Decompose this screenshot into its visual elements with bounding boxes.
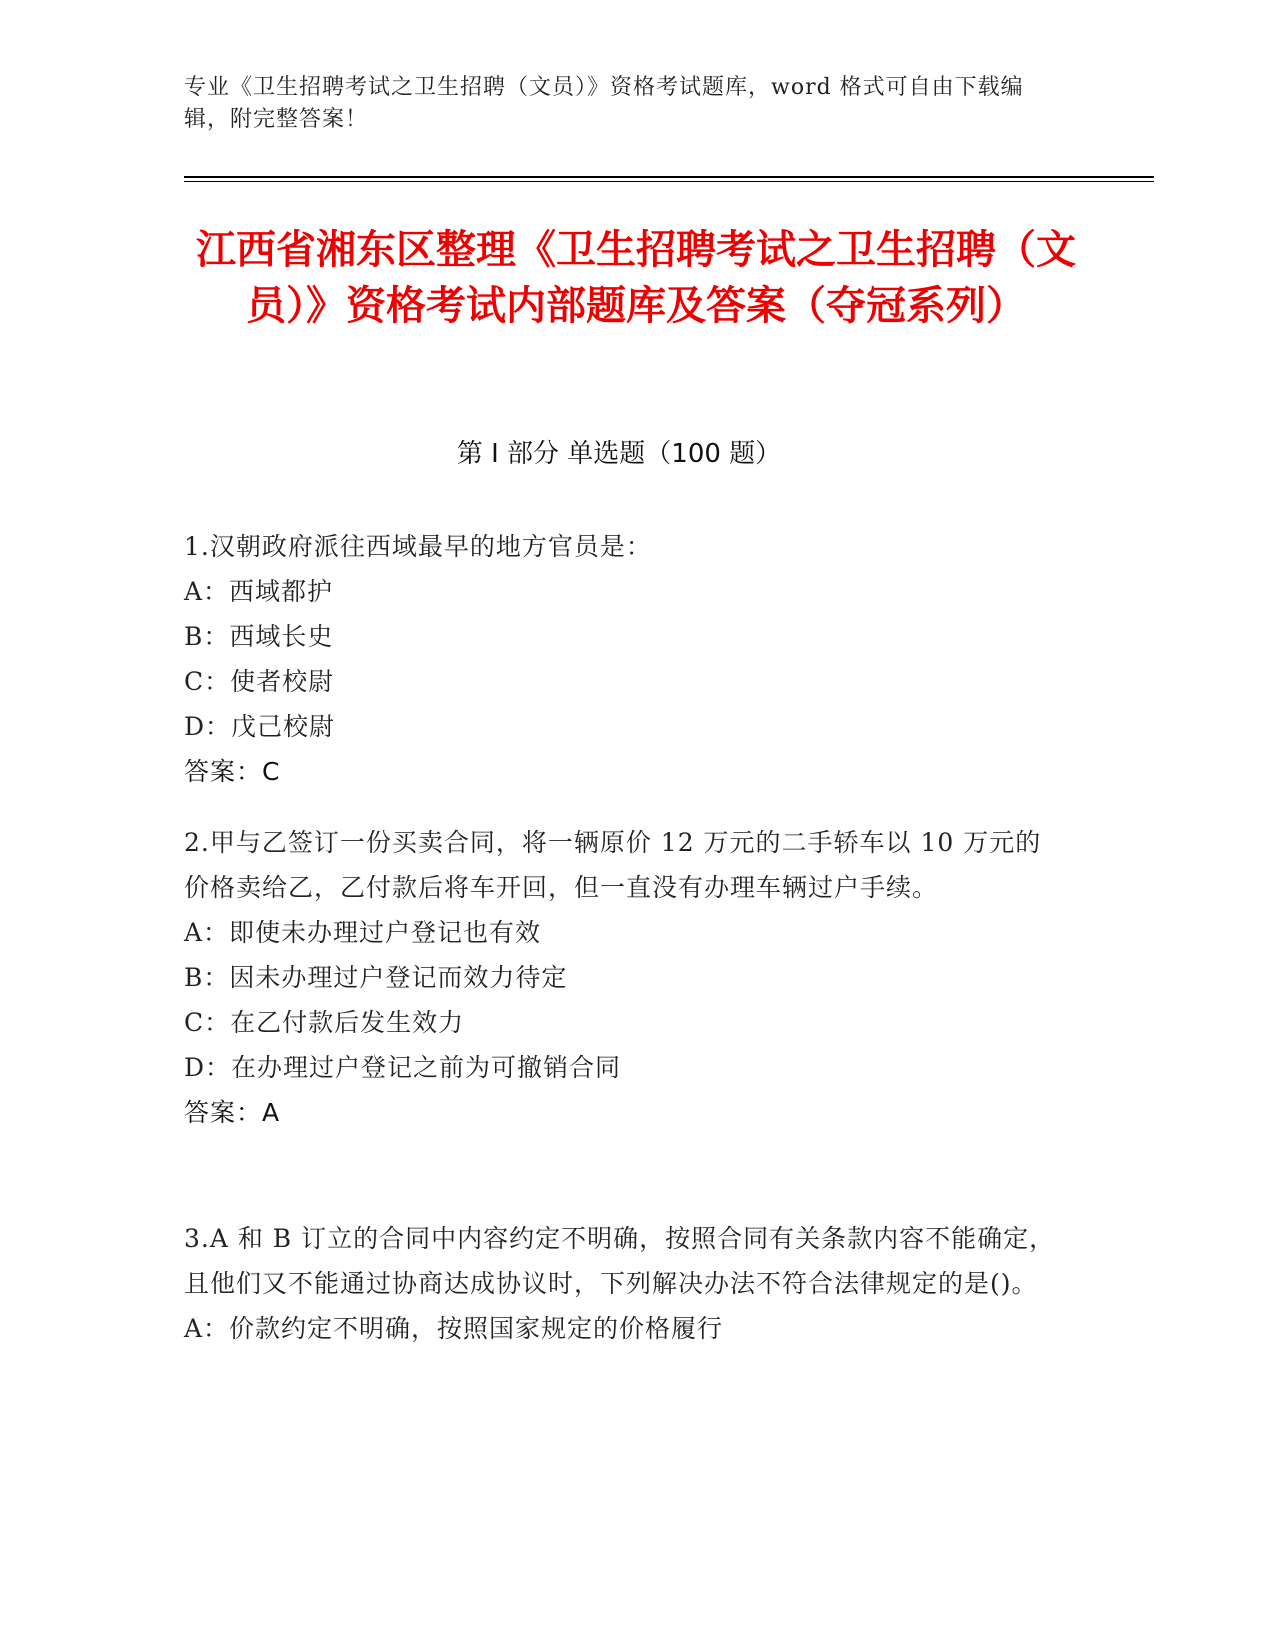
- question-1: [184, 524, 1064, 794]
- option-d: D：戊己校尉: [184, 712, 336, 741]
- header-divider-thick: [184, 176, 1154, 178]
- header-divider-thin: [184, 181, 1154, 182]
- header-note: 专业《卫生招聘考试之卫生招聘（文员）》资格考试题库，word 格式可自由下载编辑，附完整答案！: [184, 75, 1024, 132]
- answer: 答案：C: [184, 757, 281, 786]
- option-b: B：西域长史: [184, 622, 334, 651]
- option-a: A：即使未办理过户登记也有效: [184, 918, 542, 947]
- section-heading: 第 I 部分 单选题（100 题）: [456, 439, 782, 469]
- question-stem: 1.汉朝政府派往西域最早的地方官员是：: [184, 532, 652, 561]
- option-b: B：因未办理过户登记而效力待定: [184, 963, 568, 992]
- option-c: C：使者校尉: [184, 667, 335, 696]
- question-stem: 2.甲与乙签订一份买卖合同，将一辆原价 12 万元的二手轿车以 10 万元的价格卖给乙，乙付款后将车开回，但一直没有办理车辆过户手续。: [184, 828, 1042, 902]
- question-2: [184, 820, 1064, 1135]
- question-3: [184, 1216, 1064, 1351]
- option-d: D：在办理过户登记之前为可撤销合同: [184, 1053, 622, 1082]
- option-c: C：在乙付款后发生效力: [184, 1008, 465, 1037]
- option-a: A：价款约定不明确，按照国家规定的价格履行: [184, 1314, 724, 1343]
- document-title: 江西省湘东区整理《卫生招聘考试之卫生招聘（文员）》资格考试内部题库及答案（夺冠系列）: [196, 227, 1076, 329]
- question-stem: 3.A 和 B 订立的合同中内容约定不明确，按照合同有关条款内容不能确定，且他们又不能通过协商达成协议时，下列解决办法不符合法律规定的是()。: [184, 1224, 1056, 1298]
- answer: 答案：A: [184, 1098, 281, 1127]
- option-a: A：西域都护: [184, 577, 334, 606]
